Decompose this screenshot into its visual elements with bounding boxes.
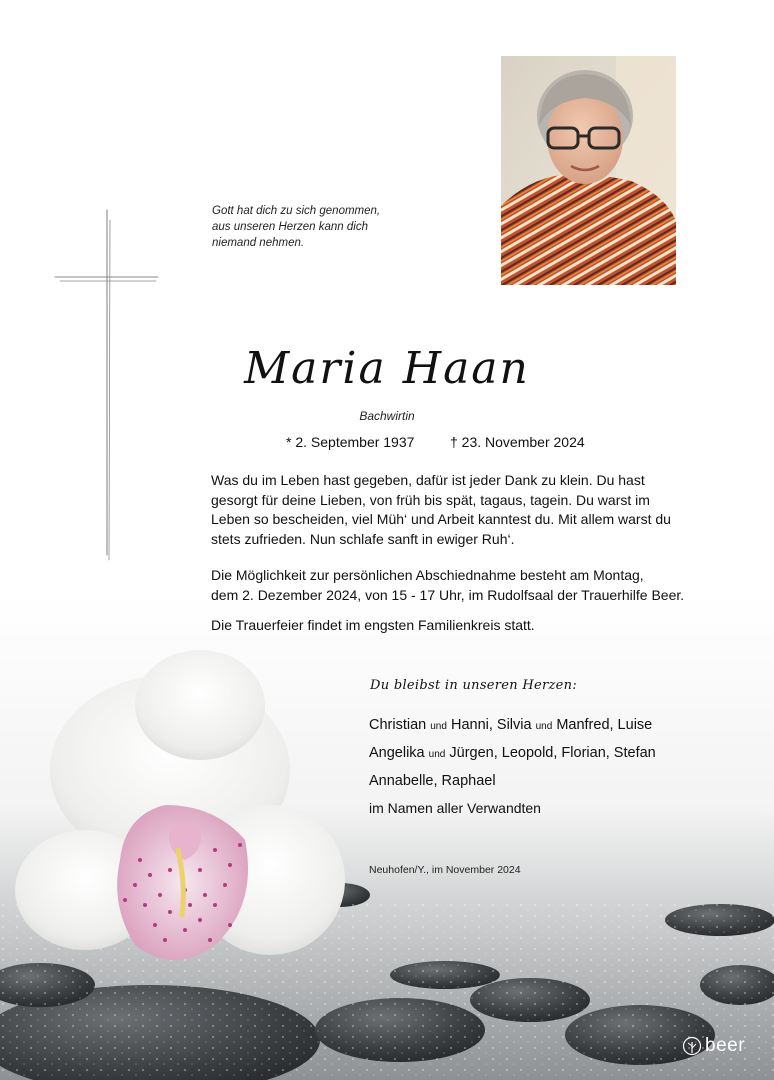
birth-date: * 2. September 1937 <box>286 434 415 450</box>
mourners-list <box>369 712 656 794</box>
mourner-name: Jürgen, Leopold, Florian, Stefan <box>449 745 656 761</box>
relatives-line: im Namen aller Verwandten <box>369 800 541 816</box>
mourners-row: Annabelle, Raphael <box>369 773 496 789</box>
farewell-line: dem 2. Dezember 2024, von 15 - 17 Uhr, im Rudolfsaal der Trauerhilfe Beer. <box>211 586 685 603</box>
farewell-line: Die Möglichkeit zur persönlichen Abschiednahme besteht am Montag, <box>211 567 644 583</box>
mourner-name: Manfred, Luise <box>556 717 653 733</box>
poem-line: gesorgt für deine Lieben, von früh bis spät, tagaus, tagein. Du warst im <box>211 491 650 508</box>
conjunction: und <box>428 749 446 760</box>
mourner-name: Hanni, Silvia <box>450 717 532 733</box>
place-date: Neuhofen/Y., im November 2024 <box>369 864 521 876</box>
conjunction: und <box>535 721 553 732</box>
occupation: Bachwirtin <box>359 409 415 423</box>
poem-paragraph <box>211 471 701 549</box>
quote-line: aus unseren Herzen kann dich <box>212 221 368 233</box>
funeral-line: Die Trauerfeier findet im engsten Familienkreis statt. <box>211 617 535 633</box>
poem-line: Was du im Leben hast gegeben, dafür ist jeder Dank zu klein. Du hast <box>211 472 645 488</box>
quote <box>212 203 442 251</box>
poem-line: Leben so bescheiden, viel Müh‘ und Arbeit kanntest du. Mit allem warst du <box>211 511 671 527</box>
funeral-paragraph <box>211 616 701 636</box>
death-date: † 23. November 2024 <box>450 434 585 450</box>
mourners-row <box>369 740 656 768</box>
mourner-name: Christian <box>369 717 427 733</box>
mourner-name: Angelika <box>369 745 425 761</box>
beer-logo <box>682 1034 745 1058</box>
life-dates <box>286 434 606 450</box>
farewell-paragraph <box>211 566 701 605</box>
poem-line: stets zufrieden. Nun schlafe sanft in ewiger Ruh‘. <box>211 530 515 547</box>
quote-line: Gott hat dich zu sich genommen, <box>212 205 381 217</box>
mourners-row <box>369 712 656 740</box>
deceased-name: Maria Haan <box>244 343 530 394</box>
tree-icon <box>682 1036 702 1056</box>
conjunction: und <box>430 721 447 732</box>
portrait-photo <box>501 56 676 285</box>
mourners-heading: Du bleibst in unseren Herzen: <box>370 678 578 693</box>
quote-line: niemand nehmen. <box>212 237 305 249</box>
logo-text: beer <box>705 1035 746 1056</box>
